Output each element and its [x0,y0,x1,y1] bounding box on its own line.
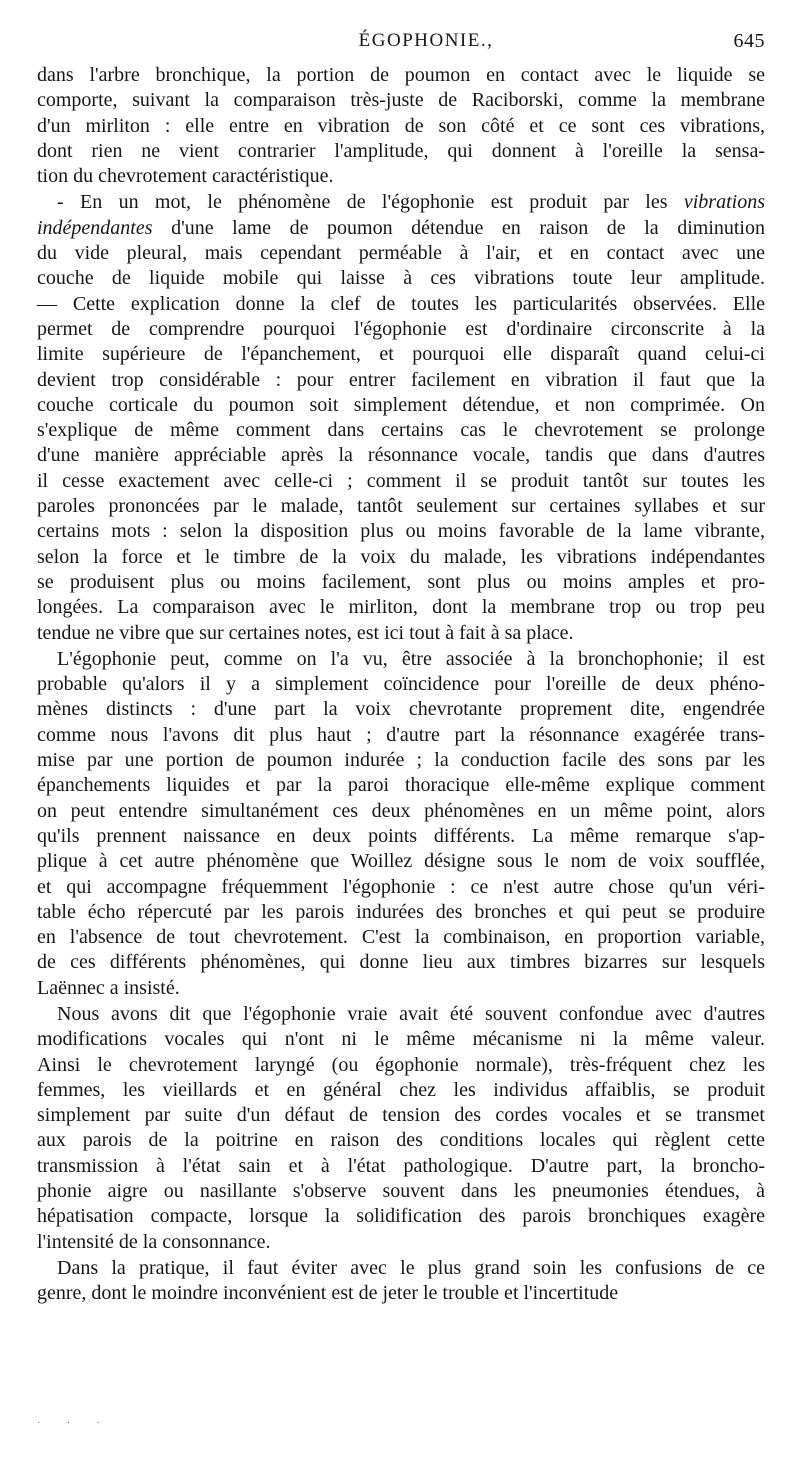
text-body [37,63,765,1308]
text-line: hépatisation compacte, lorsque la solidification des parois bronchiques exagère [37,1205,765,1228]
text-line: se produisent plus ou moins facilement, sont plus ou moins amples et pro- [37,570,765,593]
text-line: selon la force et le timbre de la voix du malade, les vibrations indépendantes [37,545,765,568]
text-line: couche de liquide mobile qui laisse à ces vibrations toute leur amplitude. [37,267,765,290]
text-line: comme nous l'avons dit plus haut ; d'autre part la résonnance exagérée trans- [37,723,765,746]
text-line: épanchements liquides et par la paroi thoracique elle-même explique comment [37,774,765,797]
running-title: ÉGOPHONIE., [358,30,494,51]
text-line: du vide pleural, mais cependant perméable à l'air, et en contact avec une [37,242,765,265]
text-line: de ces différents phénomènes, qui donne lieu aux timbres bizarres sur lesquels [37,951,765,974]
text-line: s'explique de même comment dans certains cas le chevrotement se prolonge [37,419,765,442]
text-line: table écho répercuté par les parois indurées des bronches et qui peut se produire [37,900,765,923]
text-line: permet de comprendre pourquoi l'égophonie est d'ordinaire circonscrite à la [37,317,765,340]
text-line: couche corticale du poumon soit simplement détendue, et non comprimée. On [37,393,765,416]
text-line: comporte, suivant la comparaison très-juste de Raciborski, comme la membrane [37,89,765,112]
text-line: en l'absence de tout chevrotement. C'est la combinaison, en proportion variable, [37,926,765,949]
paragraph [37,190,765,645]
text-line: — Cette explication donne la clef de toutes les particularités observées. Elle [37,292,765,315]
text-line: on peut entendre simultanément ces deux phénomènes en un même point, alors [37,799,765,822]
text-line: Dans la pratique, il faut éviter avec le plus grand soin les confusions de ce [57,1256,765,1279]
paragraph [37,1002,765,1255]
text-line: femmes, les vieillards et en général chez les individus affaiblis, se produit [37,1078,765,1101]
text-line: simplement par suite d'un défaut de tension des cordes vocales et se transmet [37,1104,765,1127]
book-page [37,0,765,1457]
text-line: - En un mot, le phénomène de l'égophonie est produit par les vibrations [57,191,765,214]
text-line: modifications vocales qui n'ont ni le même mécanisme ni la même valeur. [37,1028,765,1051]
text-line: qu'ils prennent naissance en deux points différents. La même remarque s'ap- [37,824,765,847]
text-line: tion du chevrotement caractéristique. [37,165,334,188]
print-specks: · · · [37,1418,112,1429]
text-line: l'intensité de la consonnance. [37,1230,271,1253]
text-line: Nous avons dit que l'égophonie vraie avait été souvent confondue avec d'autres [57,1002,765,1025]
text-line: aux parois de la poitrine en raison des conditions locales qui règlent cette [37,1129,765,1152]
text-line: transmission à l'état sain et à l'état pathologique. D'autre part, la broncho- [37,1154,765,1177]
paragraph-gap [37,1307,765,1308]
text-line: mise par une portion de poumon indurée ; la conduction facile des sons par les [37,749,765,772]
text-line: L'égophonie peut, comme on l'a vu, être associée à la bronchophonie; il est [57,647,765,670]
text-line: devient trop considérable : pour entrer facilement en vibration il faut que la [37,368,765,391]
text-line: d'une manière appréciable après la résonnance vocale, tandis que dans d'autres [37,444,765,467]
text-line: et qui accompagne fréquemment l'égophonie : ce n'est autre chose qu'un véri- [37,875,765,898]
paragraph [37,647,765,1001]
text-line: genre, dont le moindre inconvénient est de jeter le trouble et l'incertitude [37,1282,619,1305]
text-line: indépendantes d'une lame de poumon détendue en raison de la diminution [37,216,765,239]
text-line: limite supérieure de l'épanchement, et pourquoi elle disparaît quand celui-ci [37,343,765,366]
text-line: paroles prononcées par le malade, tantôt seulement sur certaines syllabes et sur [37,495,765,518]
paragraph [37,63,765,189]
text-line: phonie aigre ou nasillante s'observe souvent dans les pneumonies étendues, à [37,1180,765,1203]
text-line: Ainsi le chevrotement laryngé (ou égophonie normale), très-fréquent chez les [37,1053,765,1076]
page-number: 645 [733,30,765,52]
text-line: d'un mirliton : elle entre en vibration de son côté et ce sont ces vibrations, [37,114,765,137]
text-line: il cesse exactement avec celle-ci ; comment il se produit tantôt sur toutes les [37,469,765,492]
paragraph [37,1256,765,1307]
running-head [37,30,765,60]
text-line: probable qu'alors il y a simplement coïncidence pour l'oreille de deux phéno- [37,673,765,696]
text-line: dont rien ne vient contrarier l'amplitude, qui donnent à l'oreille la sensa- [37,139,765,162]
text-line: mènes distincts : d'une part la voix chevrotante proprement dite, engendrée [37,698,765,721]
text-line: certains mots : selon la disposition plus ou moins favorable de la lame vibrante, [37,520,765,543]
text-line: Laënnec a insisté. [37,976,180,999]
text-line: tendue ne vibre que sur certaines notes, est ici tout à fait à sa place. [37,621,574,644]
text-line: plique à cet autre phénomène que Woillez désigne sous le nom de voix soufflée, [37,850,765,873]
text-line: longées. La comparaison avec le mirliton, dont la membrane trop ou trop peu [37,596,765,619]
text-line: dans l'arbre bronchique, la portion de poumon en contact avec le liquide se [37,64,765,86]
